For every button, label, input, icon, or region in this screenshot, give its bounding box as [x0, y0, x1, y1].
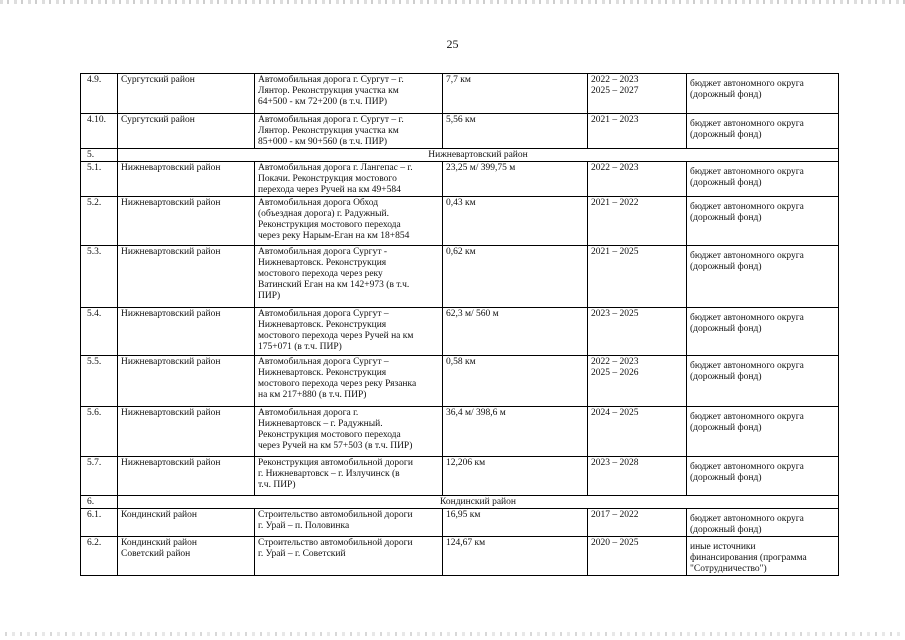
funding-cell-line: (дорожный фонд) [690, 324, 762, 334]
object-cell-line: мостового перехода через реку Рязанка [258, 379, 417, 389]
funding-cell [687, 74, 839, 114]
object-cell [255, 407, 443, 457]
object-cell-line: Автомобильная дорога Сургут – [258, 357, 389, 367]
row-number: 6. [81, 496, 118, 509]
object-cell-line: т.ч. ПИР) [258, 480, 296, 490]
object-cell-line: г. Урай – г. Советский [258, 549, 346, 559]
district-cell [118, 509, 255, 537]
funding-cell-line: бюджет автономного округа [690, 119, 804, 129]
row-number: 6.1. [81, 509, 118, 537]
funding-cell-line: бюджет автономного округа [690, 313, 804, 323]
table-row [81, 114, 839, 149]
objects-table [80, 73, 839, 576]
period-cell [588, 246, 687, 308]
funding-cell-line: (дорожный фонд) [690, 423, 762, 433]
object-cell-line: через Ручей на км 57+503 (в т.ч. ПИР) [258, 441, 413, 451]
object-cell-line: Автомобильная дорога г. Сургут – г. [258, 75, 404, 85]
period-cell-line: 2017 – 2022 [591, 510, 639, 520]
capacity-cell: 16,95 км [443, 509, 588, 537]
object-cell-line: Нижневартовск. Реконструкция [258, 258, 387, 268]
period-cell-line: 2022 – 2023 [591, 163, 639, 173]
district-cell [118, 407, 255, 457]
period-cell [588, 197, 687, 246]
district-cell-line: Нижневартовский район [121, 309, 221, 319]
capacity-cell: 5,56 км [443, 114, 588, 149]
funding-cell-line: иные источники [690, 542, 756, 552]
funding-cell [687, 537, 839, 576]
object-cell-line: ПИР) [258, 291, 281, 301]
table-row [81, 407, 839, 457]
row-number: 6.2. [81, 537, 118, 576]
table-row [81, 246, 839, 308]
object-cell-line: Автомобильная дорога г. Сургут – г. [258, 115, 404, 125]
period-cell [588, 74, 687, 114]
funding-cell-line: бюджет автономного округа [690, 462, 804, 472]
district-cell [118, 197, 255, 246]
row-number: 5.1. [81, 162, 118, 197]
table-row [81, 356, 839, 407]
object-cell-line: 64+500 - км 72+200 (в т.ч. ПИР) [258, 97, 388, 107]
period-cell-line: 2023 – 2028 [591, 458, 639, 468]
funding-cell-line: бюджет автономного округа [690, 412, 804, 422]
period-cell [588, 162, 687, 197]
capacity-cell: 0,43 км [443, 197, 588, 246]
row-number: 5.2. [81, 197, 118, 246]
section-title: Нижневартовский район [118, 149, 839, 162]
district-cell [118, 162, 255, 197]
object-cell-line: Строительство автомобильной дороги [258, 538, 413, 548]
period-cell-line: 2025 – 2026 [591, 368, 639, 378]
funding-cell [687, 509, 839, 537]
funding-cell-line: бюджет автономного округа [690, 514, 804, 524]
object-cell [255, 74, 443, 114]
object-cell-line: Ватинский Еган на км 142+973 (в т.ч. [258, 280, 410, 290]
object-cell-line: Реконструкция мостового перехода [258, 220, 401, 230]
section-row [81, 149, 839, 162]
period-cell [588, 356, 687, 407]
capacity-cell: 124,67 км [443, 537, 588, 576]
period-cell [588, 308, 687, 356]
section-title: Кондинский район [118, 496, 839, 509]
district-cell-line: Нижневартовский район [121, 247, 221, 257]
district-cell-line: Сургутский район [121, 115, 195, 125]
funding-cell [687, 457, 839, 496]
object-cell-line: (объездная дорога) г. Радужный. [258, 209, 389, 219]
funding-cell-line: (дорожный фонд) [690, 525, 762, 535]
district-cell-line: Нижневартовский район [121, 408, 221, 418]
row-number: 5.5. [81, 356, 118, 407]
object-cell-line: Покачи. Реконструкция мостового [258, 174, 397, 184]
funding-cell [687, 162, 839, 197]
district-cell-line: Кондинский район [121, 510, 197, 520]
funding-cell-line: бюджет автономного округа [690, 202, 804, 212]
funding-cell-line: бюджет автономного округа [690, 361, 804, 371]
district-cell [118, 246, 255, 308]
object-cell [255, 356, 443, 407]
funding-cell-line: финансирования (программа [690, 553, 807, 563]
object-cell-line: Автомобильная дорога Обход [258, 198, 379, 208]
object-cell-line: Автомобильная дорога Сургут – [258, 309, 389, 319]
capacity-cell: 36,4 м/ 398,6 м [443, 407, 588, 457]
period-cell-line: 2023 – 2025 [591, 309, 639, 319]
object-cell-line: 175+071 (в т.ч. ПИР) [258, 342, 342, 352]
funding-cell-line: бюджет автономного округа [690, 79, 804, 89]
capacity-cell: 0,62 км [443, 246, 588, 308]
object-cell-line: Нижневартовск. Реконструкция [258, 320, 387, 330]
district-cell-line: Сургутский район [121, 75, 195, 85]
object-cell-line: Автомобильная дорога г. [258, 408, 359, 418]
object-cell-line: мостового перехода через Ручей на км [258, 331, 414, 341]
district-cell [118, 457, 255, 496]
row-number: 5.6. [81, 407, 118, 457]
table-body [81, 74, 839, 576]
funding-cell-line: (дорожный фонд) [690, 213, 762, 223]
period-cell-line: 2020 – 2025 [591, 538, 639, 548]
object-cell [255, 509, 443, 537]
table-row [81, 74, 839, 114]
capacity-cell: 7,7 км [443, 74, 588, 114]
period-cell-line: 2022 – 2023 [591, 75, 639, 85]
period-cell-line: 2022 – 2023 [591, 357, 639, 367]
object-cell-line: перехода через Ручей на км 49+584 [258, 185, 401, 195]
capacity-cell: 62,3 м/ 560 м [443, 308, 588, 356]
district-cell-line: Нижневартовский район [121, 198, 221, 208]
funding-cell-line: (дорожный фонд) [690, 178, 762, 188]
period-cell-line: 2021 – 2023 [591, 115, 639, 125]
period-cell-line: 2024 – 2025 [591, 408, 639, 418]
row-number: 5.4. [81, 308, 118, 356]
district-cell [118, 537, 255, 576]
funding-cell-line: бюджет автономного округа [690, 167, 804, 177]
period-cell-line: 2025 – 2027 [591, 86, 639, 96]
object-cell-line: через реку Нарым-Еган на км 18+854 [258, 231, 410, 241]
funding-cell-line: "Сотрудничество") [690, 564, 767, 574]
district-cell [118, 114, 255, 149]
object-cell [255, 308, 443, 356]
district-cell-line: Советский район [121, 549, 191, 559]
funding-cell [687, 246, 839, 308]
period-cell [588, 407, 687, 457]
funding-cell-line: бюджет автономного округа [690, 251, 804, 261]
object-cell-line: 85+000 - км 90+560 (в т.ч. ПИР) [258, 137, 388, 147]
capacity-cell: 23,25 м/ 399,75 м [443, 162, 588, 197]
table-row [81, 457, 839, 496]
table-row [81, 537, 839, 576]
period-cell [588, 457, 687, 496]
object-cell-line: Лянтор. Реконструкция участка км [258, 126, 399, 136]
capacity-cell: 12,206 км [443, 457, 588, 496]
district-cell [118, 308, 255, 356]
object-cell-line: мостового перехода через реку [258, 269, 383, 279]
district-cell-line: Кондинский район [121, 538, 197, 548]
capacity-cell: 0,58 км [443, 356, 588, 407]
district-cell-line: Нижневартовский район [121, 357, 221, 367]
row-number: 4.9. [81, 74, 118, 114]
object-cell-line: г. Нижневартовск – г. Излучинск (в [258, 469, 400, 479]
funding-cell-line: (дорожный фонд) [690, 372, 762, 382]
object-cell-line: Автомобильная дорога г. Лангепас – г. [258, 163, 413, 173]
object-cell-line: г. Урай – п. Половинка [258, 521, 350, 531]
object-cell-line: Лянтор. Реконструкция участка км [258, 86, 399, 96]
section-row [81, 496, 839, 509]
period-cell [588, 537, 687, 576]
object-cell [255, 197, 443, 246]
object-cell-line: Автомобильная дорога Сургут - [258, 247, 388, 257]
table-row [81, 509, 839, 537]
object-cell [255, 537, 443, 576]
object-cell-line: Реконструкция автомобильной дороги [258, 458, 413, 468]
object-cell-line: Нижневартовск – г. Радужный. [258, 419, 383, 429]
period-cell [588, 114, 687, 149]
row-number: 5. [81, 149, 118, 162]
object-cell [255, 246, 443, 308]
object-cell [255, 114, 443, 149]
funding-cell-line: (дорожный фонд) [690, 130, 762, 140]
funding-cell-line: (дорожный фонд) [690, 473, 762, 483]
page-number: 25 [446, 37, 459, 51]
row-number: 5.7. [81, 457, 118, 496]
period-cell-line: 2021 – 2022 [591, 198, 639, 208]
funding-cell-line: (дорожный фонд) [690, 90, 762, 100]
district-cell [118, 356, 255, 407]
object-cell-line: Реконструкция мостового перехода [258, 430, 401, 440]
scan-edge-bottom [0, 632, 905, 636]
funding-cell [687, 114, 839, 149]
district-cell-line: Нижневартовский район [121, 163, 221, 173]
table-row [81, 162, 839, 197]
object-cell [255, 162, 443, 197]
table-row [81, 197, 839, 246]
district-cell [118, 74, 255, 114]
period-cell-line: 2021 – 2025 [591, 247, 639, 257]
object-cell-line: на км 217+880 (в т.ч. ПИР) [258, 390, 367, 400]
funding-cell [687, 407, 839, 457]
object-cell [255, 457, 443, 496]
funding-cell [687, 197, 839, 246]
table-row [81, 308, 839, 356]
object-cell-line: Строительство автомобильной дороги [258, 510, 413, 520]
row-number: 5.3. [81, 246, 118, 308]
district-cell-line: Нижневартовский район [121, 458, 221, 468]
funding-cell-line: (дорожный фонд) [690, 262, 762, 272]
object-cell-line: Нижневартовск. Реконструкция [258, 368, 387, 378]
row-number: 4.10. [81, 114, 118, 149]
period-cell [588, 509, 687, 537]
funding-cell [687, 308, 839, 356]
scan-edge-top [0, 0, 905, 4]
funding-cell [687, 356, 839, 407]
